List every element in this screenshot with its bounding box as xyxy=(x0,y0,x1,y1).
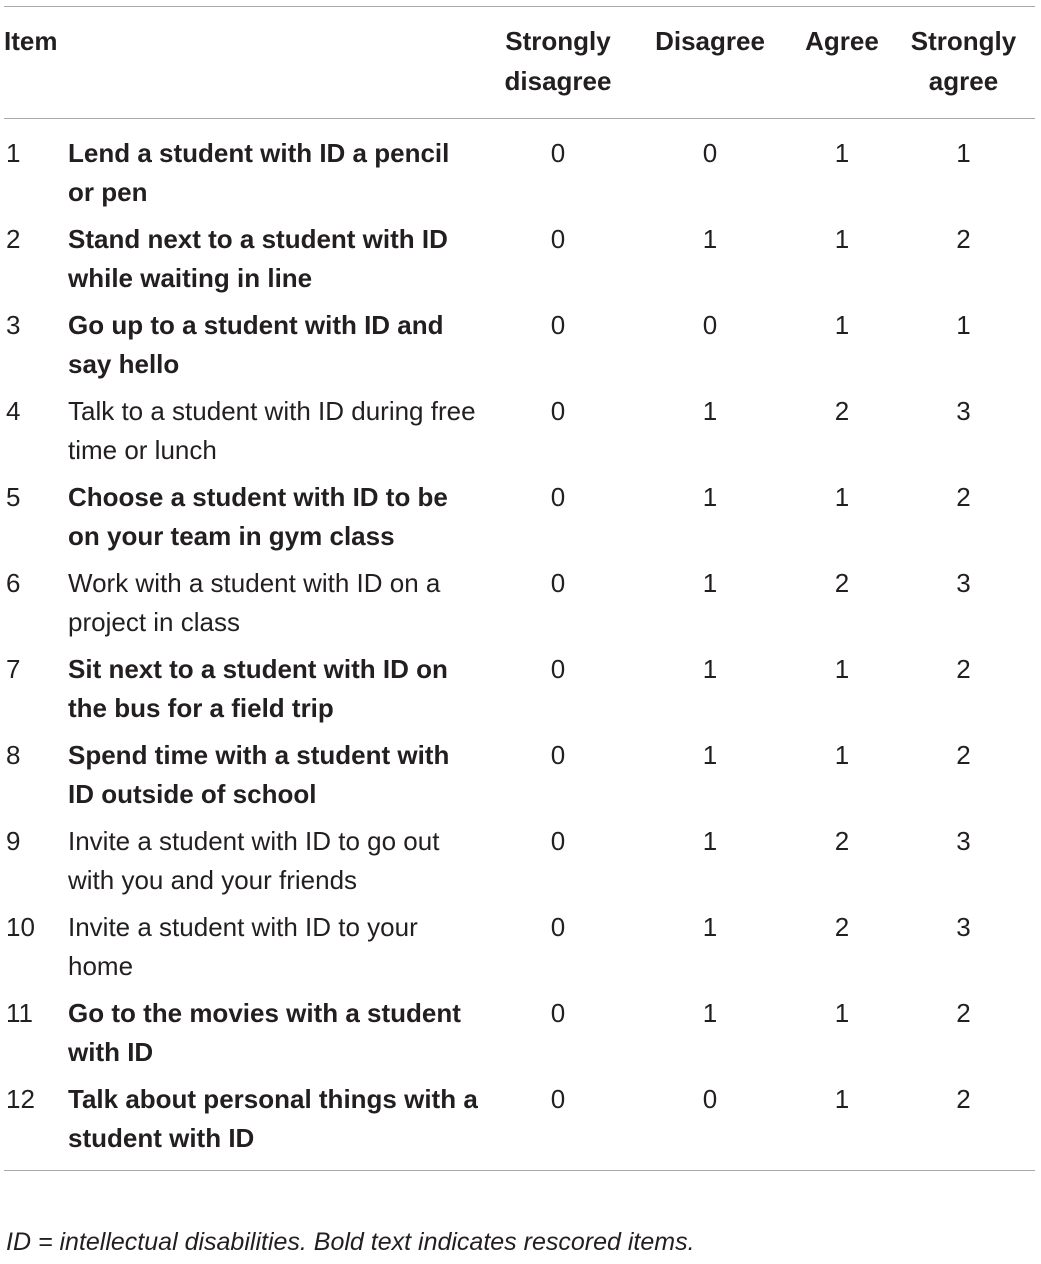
row-score-agree: 2 xyxy=(834,396,850,426)
header-item: Item xyxy=(4,7,488,119)
table-row xyxy=(4,994,1035,1080)
row-score-agree: 1 xyxy=(834,740,850,770)
row-score-agree: 1 xyxy=(834,998,850,1028)
header-disagree: Disagree xyxy=(628,7,792,119)
row-score-strongly-disagree: 0 xyxy=(550,482,566,512)
row-item-text: Go to the movies with a student with ID xyxy=(68,998,461,1067)
row-score-disagree: 0 xyxy=(702,310,718,340)
table-row xyxy=(4,564,1035,650)
row-score-disagree: 0 xyxy=(702,1084,718,1114)
table-body xyxy=(4,119,1035,1171)
table-row xyxy=(4,220,1035,306)
row-score-disagree: 1 xyxy=(702,654,718,684)
row-number: 12 xyxy=(6,1084,35,1114)
row-score-agree: 2 xyxy=(834,826,850,856)
row-item-text: Stand next to a student with ID while waiting in line xyxy=(68,224,448,293)
row-score-disagree: 1 xyxy=(702,826,718,856)
row-score-strongly-disagree: 0 xyxy=(550,138,566,168)
table-row xyxy=(4,736,1035,822)
row-number: 11 xyxy=(6,998,33,1028)
row-number: 6 xyxy=(6,568,21,598)
table-row xyxy=(4,822,1035,908)
row-item-text: Choose a student with ID to be on your team in gym class xyxy=(68,482,448,551)
row-number: 10 xyxy=(6,912,35,942)
table-row xyxy=(4,650,1035,736)
row-score-strongly-agree: 2 xyxy=(956,740,971,770)
row-number: 5 xyxy=(6,482,21,512)
row-item-text: Invite a student with ID to your home xyxy=(68,912,418,981)
row-item-text: Go up to a student with ID and say hello xyxy=(68,310,444,379)
row-item-text: Work with a student with ID on a project in class xyxy=(68,568,441,637)
row-item-text: Spend time with a student with ID outside of school xyxy=(68,740,450,809)
table-row xyxy=(4,119,1035,221)
row-number: 9 xyxy=(6,826,21,856)
row-number: 1 xyxy=(6,138,21,168)
row-score-strongly-disagree: 0 xyxy=(550,310,566,340)
row-score-strongly-agree: 3 xyxy=(956,912,971,942)
row-score-agree: 1 xyxy=(834,482,850,512)
row-score-strongly-agree: 3 xyxy=(956,826,971,856)
row-score-strongly-agree: 2 xyxy=(956,998,971,1028)
row-score-strongly-disagree: 0 xyxy=(550,740,566,770)
row-number: 7 xyxy=(6,654,21,684)
row-score-strongly-disagree: 0 xyxy=(550,568,566,598)
row-score-strongly-disagree: 0 xyxy=(550,826,566,856)
row-score-strongly-agree: 2 xyxy=(956,224,971,254)
table-row xyxy=(4,908,1035,994)
row-score-strongly-agree: 2 xyxy=(956,482,971,512)
row-score-strongly-disagree: 0 xyxy=(550,396,566,426)
row-score-strongly-agree: 2 xyxy=(956,1084,971,1114)
row-score-strongly-agree: 3 xyxy=(956,568,971,598)
table-header-row xyxy=(4,7,1035,119)
row-score-strongly-agree: 1 xyxy=(956,138,971,168)
row-score-strongly-disagree: 0 xyxy=(550,998,566,1028)
row-score-strongly-disagree: 0 xyxy=(550,912,566,942)
row-item-text: Sit next to a student with ID on the bus for a field trip xyxy=(68,654,448,723)
header-strongly-disagree xyxy=(488,7,628,119)
row-number: 8 xyxy=(6,740,21,770)
row-score-disagree: 1 xyxy=(702,482,718,512)
header-strongly-agree-text: Strongly agree xyxy=(910,26,1017,96)
row-score-disagree: 1 xyxy=(702,740,718,770)
row-score-strongly-agree: 3 xyxy=(956,396,971,426)
table-footnote: ID = intellectual disabilities. Bold text indicates rescored items. xyxy=(6,1228,695,1256)
row-score-agree: 2 xyxy=(834,912,850,942)
row-score-disagree: 0 xyxy=(702,138,718,168)
header-strongly-disagree-text: Strongly disagree xyxy=(504,26,612,96)
table-row xyxy=(4,1080,1035,1171)
row-score-disagree: 1 xyxy=(702,998,718,1028)
row-score-disagree: 1 xyxy=(702,396,718,426)
table-row xyxy=(4,306,1035,392)
row-number: 3 xyxy=(6,310,21,340)
header-agree: Agree xyxy=(792,7,892,119)
row-score-strongly-disagree: 0 xyxy=(550,1084,566,1114)
row-score-agree: 1 xyxy=(834,310,850,340)
table-row xyxy=(4,478,1035,564)
row-score-agree: 1 xyxy=(834,224,850,254)
row-score-agree: 1 xyxy=(834,1084,850,1114)
row-score-strongly-agree: 1 xyxy=(956,310,971,340)
row-item-text: Talk to a student with ID during free time or lunch xyxy=(68,396,476,465)
row-score-strongly-disagree: 0 xyxy=(550,654,566,684)
row-item-text: Talk about personal things with a student with ID xyxy=(68,1084,478,1153)
row-item-text: Invite a student with ID to go out with you and your friends xyxy=(68,826,440,895)
item-scoring-table xyxy=(4,6,1035,1171)
row-score-agree: 2 xyxy=(834,568,850,598)
row-score-strongly-agree: 2 xyxy=(956,654,971,684)
row-score-agree: 1 xyxy=(834,138,850,168)
header-strongly-agree xyxy=(892,7,1035,119)
row-score-disagree: 1 xyxy=(702,224,718,254)
row-number: 4 xyxy=(6,396,21,426)
row-score-agree: 1 xyxy=(834,654,850,684)
row-score-disagree: 1 xyxy=(702,912,718,942)
row-score-disagree: 1 xyxy=(702,568,718,598)
table-row xyxy=(4,392,1035,478)
row-number: 2 xyxy=(6,224,21,254)
row-item-text: Lend a student with ID a pencil or pen xyxy=(68,138,450,207)
row-score-strongly-disagree: 0 xyxy=(550,224,566,254)
